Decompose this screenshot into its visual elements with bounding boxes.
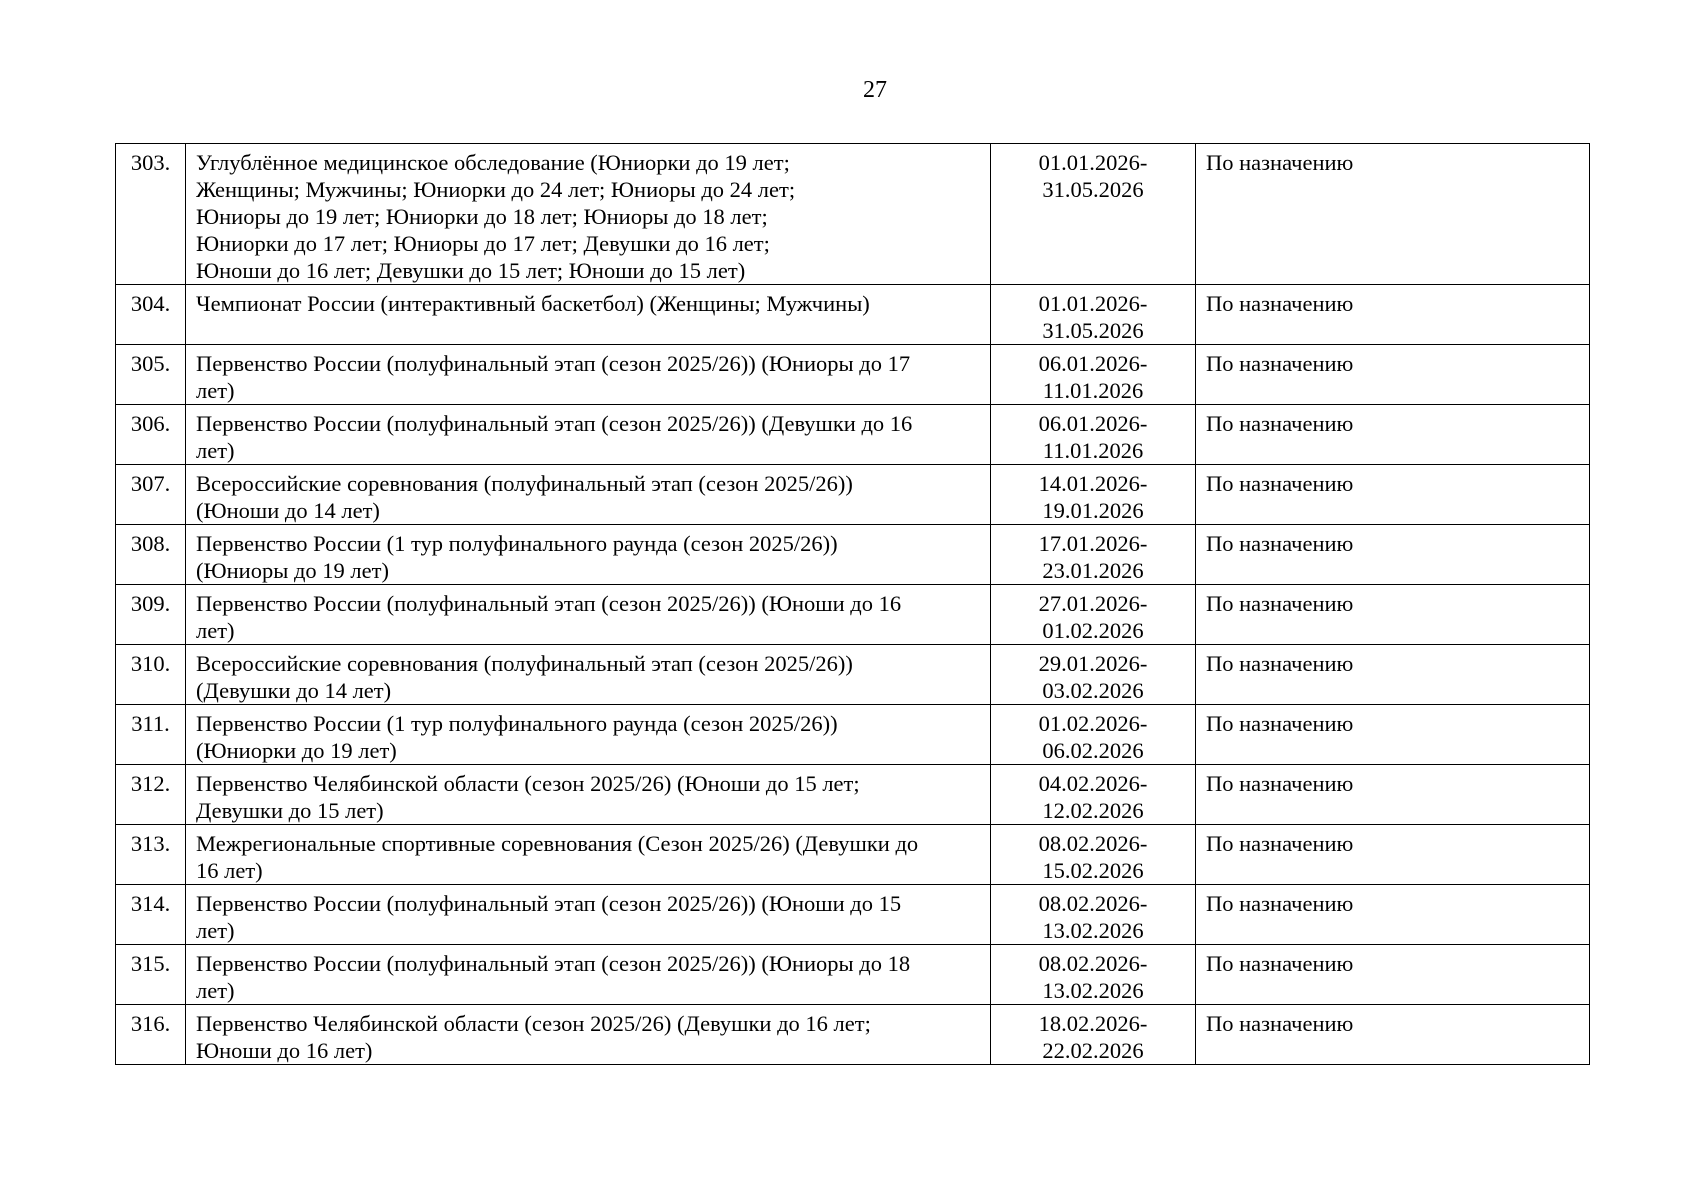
event-name [186, 765, 991, 825]
events-table-body [116, 144, 1590, 1065]
event-note: По назначению [1196, 945, 1590, 1005]
date-start: 01.02.2026- [1038, 711, 1148, 736]
table-row [116, 345, 1590, 405]
event-name-line: Первенство России (полуфинальный этап (сезон 2025/26)) (Юноши до 16 [196, 591, 902, 616]
row-number: 304. [116, 285, 186, 345]
table-row [116, 945, 1590, 1005]
event-name [186, 705, 991, 765]
event-dates [991, 345, 1196, 405]
table-row [116, 765, 1590, 825]
event-note: По назначению [1196, 885, 1590, 945]
event-note: По назначению [1196, 645, 1590, 705]
date-start: 14.01.2026- [1038, 471, 1148, 496]
event-note: По назначению [1196, 825, 1590, 885]
page-number: 27 [863, 77, 887, 103]
date-start: 17.01.2026- [1038, 531, 1148, 556]
event-dates [991, 645, 1196, 705]
event-note: По назначению [1196, 525, 1590, 585]
event-note: По назначению [1196, 585, 1590, 645]
date-end: 15.02.2026 [1042, 858, 1144, 883]
row-number: 312. [116, 765, 186, 825]
event-name [186, 825, 991, 885]
table-row [116, 465, 1590, 525]
event-note: По назначению [1196, 1005, 1590, 1065]
event-name-line: (Юноши до 14 лет) [196, 498, 380, 523]
event-dates [991, 585, 1196, 645]
date-end: 13.02.2026 [1042, 978, 1144, 1003]
event-name-line: Первенство России (1 тур полуфинального раунда (сезон 2025/26)) [196, 531, 838, 556]
date-end: 03.02.2026 [1042, 678, 1144, 703]
event-name-line: Юниоры до 19 лет; Юниорки до 18 лет; Юниоры до 18 лет; [196, 204, 768, 229]
event-note: По назначению [1196, 705, 1590, 765]
event-name-line: лет) [196, 978, 235, 1003]
table-row [116, 645, 1590, 705]
date-end: 11.01.2026 [1042, 378, 1144, 403]
event-dates [991, 705, 1196, 765]
event-name-line: Всероссийские соревнования (полуфинальный этап (сезон 2025/26)) [196, 651, 853, 676]
event-dates [991, 285, 1196, 345]
date-end: 12.02.2026 [1042, 798, 1144, 823]
event-name-line: Юноши до 16 лет) [196, 1038, 373, 1063]
date-start: 04.02.2026- [1038, 771, 1148, 796]
event-name [186, 885, 991, 945]
table-row [116, 144, 1590, 285]
event-name-line: Первенство России (полуфинальный этап (сезон 2025/26)) (Юниоры до 17 [196, 351, 911, 376]
event-dates [991, 765, 1196, 825]
event-dates [991, 525, 1196, 585]
row-number: 307. [116, 465, 186, 525]
event-name-line: Первенство Челябинской области (сезон 2025/26) (Девушки до 16 лет; [196, 1011, 871, 1036]
event-dates [991, 825, 1196, 885]
row-number: 309. [116, 585, 186, 645]
table-row [116, 525, 1590, 585]
event-name-line: Первенство России (полуфинальный этап (сезон 2025/26)) (Девушки до 16 [196, 411, 913, 436]
date-start: 08.02.2026- [1038, 951, 1148, 976]
event-name-line: Девушки до 15 лет) [196, 798, 384, 823]
date-end: 06.02.2026 [1042, 738, 1144, 763]
event-name-line: (Девушки до 14 лет) [196, 678, 392, 703]
event-name [186, 465, 991, 525]
events-table [115, 143, 1590, 1065]
event-name-line: Межрегиональные спортивные соревнования (Сезон 2025/26) (Девушки до [196, 831, 919, 856]
date-start: 01.01.2026- [1038, 150, 1148, 175]
event-name-line: Чемпионат России (интерактивный баскетбол) (Женщины; Мужчины) [196, 291, 870, 316]
table-row [116, 1005, 1590, 1065]
event-name [186, 144, 991, 285]
event-note: По назначению [1196, 285, 1590, 345]
event-name [186, 945, 991, 1005]
event-name-line: Первенство России (полуфинальный этап (сезон 2025/26)) (Юниоры до 18 [196, 951, 911, 976]
date-end: 19.01.2026 [1042, 498, 1144, 523]
event-name-line: лет) [196, 438, 235, 463]
event-dates [991, 144, 1196, 285]
event-note: По назначению [1196, 765, 1590, 825]
event-name-line: (Юниоры до 19 лет) [196, 558, 389, 583]
event-dates [991, 1005, 1196, 1065]
event-name [186, 525, 991, 585]
date-start: 18.02.2026- [1038, 1011, 1148, 1036]
row-number: 310. [116, 645, 186, 705]
row-number: 315. [116, 945, 186, 1005]
event-name-line: лет) [196, 918, 235, 943]
event-name-line: лет) [196, 618, 235, 643]
event-name-line: (Юниорки до 19 лет) [196, 738, 397, 763]
row-number: 313. [116, 825, 186, 885]
date-start: 06.01.2026- [1038, 351, 1148, 376]
event-name-line: Первенство России (полуфинальный этап (сезон 2025/26)) (Юноши до 15 [196, 891, 902, 916]
event-name-line: Первенство Челябинской области (сезон 2025/26) (Юноши до 15 лет; [196, 771, 860, 796]
row-number: 308. [116, 525, 186, 585]
table-row [116, 585, 1590, 645]
event-name-line: Юноши до 16 лет; Девушки до 15 лет; Юноши до 15 лет) [196, 258, 746, 283]
date-end: 31.05.2026 [1042, 177, 1144, 202]
date-end: 11.01.2026 [1042, 438, 1144, 463]
event-name-line: Первенство России (1 тур полуфинального раунда (сезон 2025/26)) [196, 711, 838, 736]
event-dates [991, 885, 1196, 945]
row-number: 305. [116, 345, 186, 405]
row-number: 311. [116, 705, 186, 765]
date-start: 06.01.2026- [1038, 411, 1148, 436]
row-number: 316. [116, 1005, 186, 1065]
date-start: 27.01.2026- [1038, 591, 1148, 616]
event-note: По назначению [1196, 144, 1590, 285]
row-number: 306. [116, 405, 186, 465]
event-note: По назначению [1196, 345, 1590, 405]
event-name [186, 345, 991, 405]
table-row [116, 885, 1590, 945]
event-name-line: Юниорки до 17 лет; Юниоры до 17 лет; Девушки до 16 лет; [196, 231, 770, 256]
date-end: 22.02.2026 [1042, 1038, 1144, 1063]
event-name-line: лет) [196, 378, 235, 403]
date-end: 23.01.2026 [1042, 558, 1144, 583]
event-dates [991, 945, 1196, 1005]
event-name [186, 645, 991, 705]
event-name [186, 1005, 991, 1065]
date-start: 01.01.2026- [1038, 291, 1148, 316]
date-end: 01.02.2026 [1042, 618, 1144, 643]
event-note: По назначению [1196, 405, 1590, 465]
event-name-line: Всероссийские соревнования (полуфинальный этап (сезон 2025/26)) [196, 471, 853, 496]
table-row [116, 825, 1590, 885]
date-start: 08.02.2026- [1038, 831, 1148, 856]
date-end: 31.05.2026 [1042, 318, 1144, 343]
event-name-line: Женщины; Мужчины; Юниорки до 24 лет; Юниоры до 24 лет; [196, 177, 796, 202]
event-name [186, 285, 991, 345]
date-start: 29.01.2026- [1038, 651, 1148, 676]
date-end: 13.02.2026 [1042, 918, 1144, 943]
event-name [186, 585, 991, 645]
table-row [116, 705, 1590, 765]
row-number: 303. [116, 144, 186, 285]
table-row [116, 285, 1590, 345]
table-row [116, 405, 1590, 465]
event-dates [991, 465, 1196, 525]
row-number: 314. [116, 885, 186, 945]
event-note: По назначению [1196, 465, 1590, 525]
event-name-line: Углублённое медицинское обследование (Юниорки до 19 лет; [196, 150, 790, 175]
event-dates [991, 405, 1196, 465]
date-start: 08.02.2026- [1038, 891, 1148, 916]
event-name [186, 405, 991, 465]
event-name-line: 16 лет) [196, 858, 263, 883]
